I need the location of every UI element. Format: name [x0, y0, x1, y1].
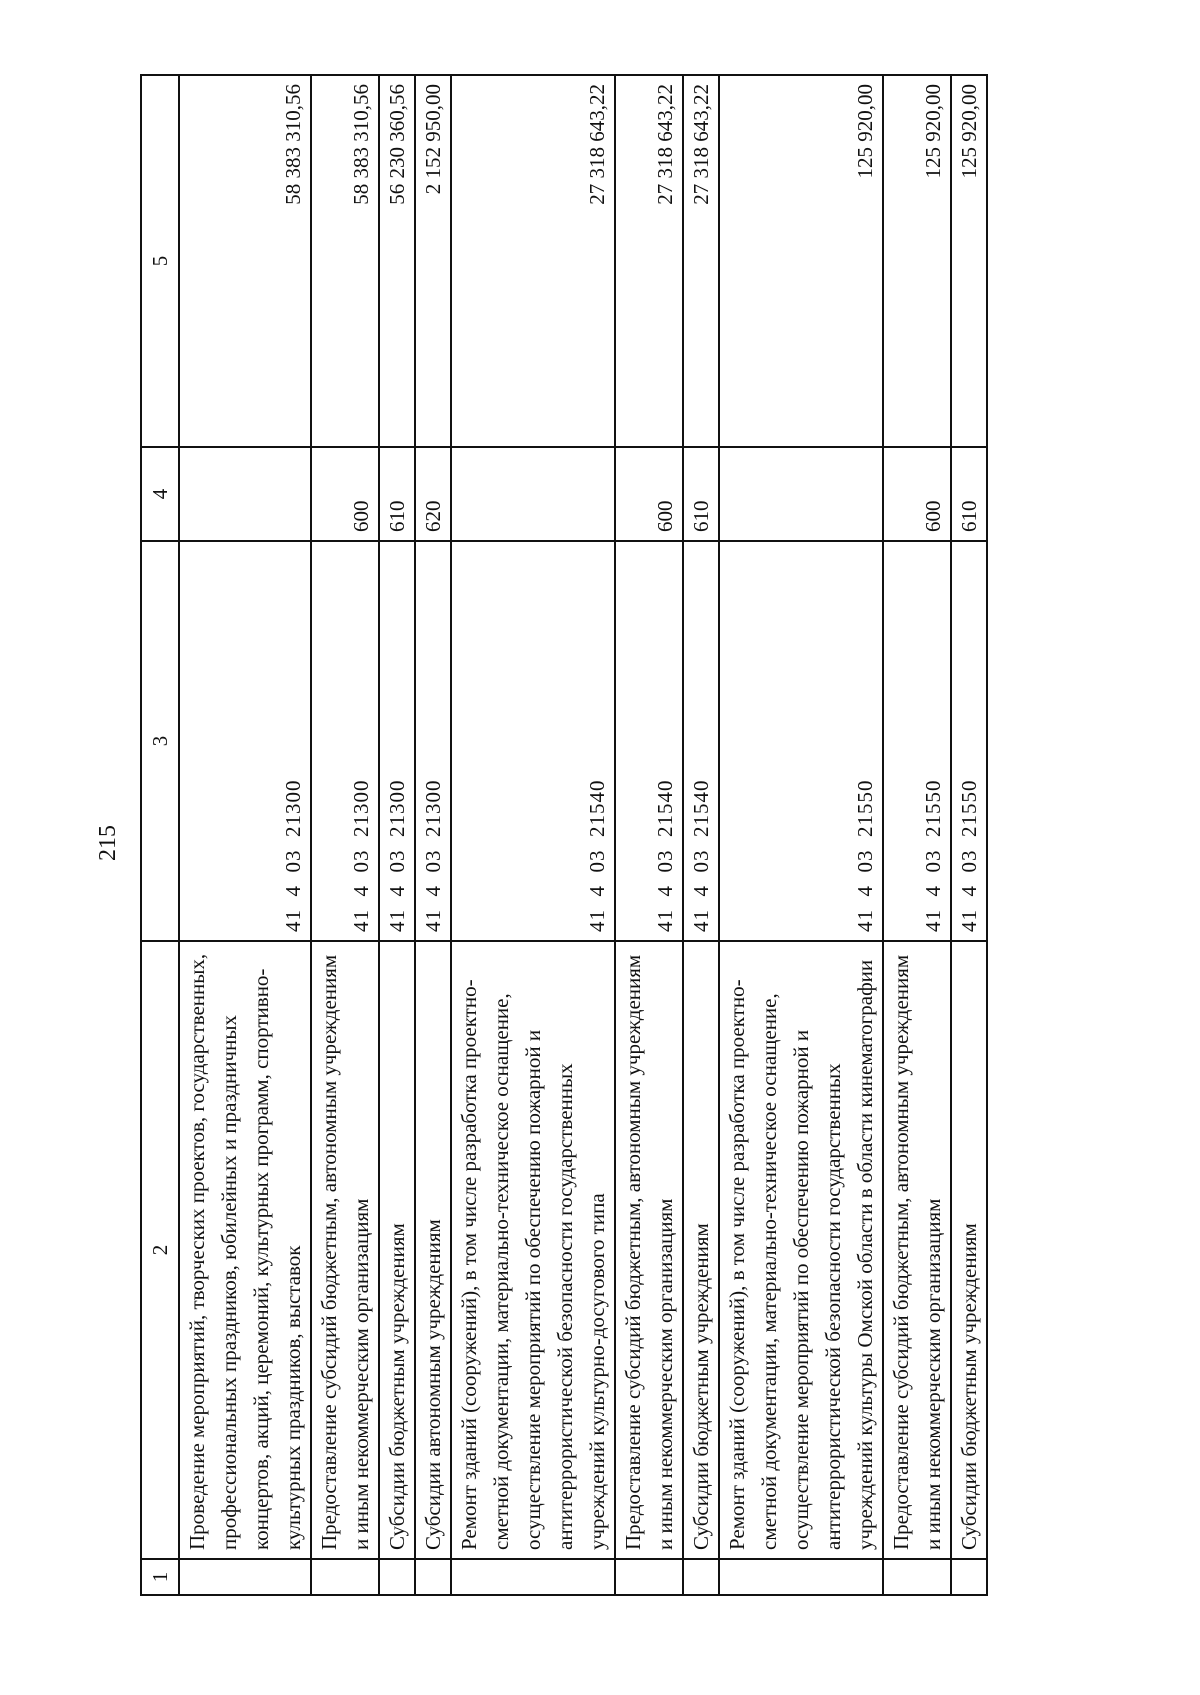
row-name: Субсидии бюджетным учреждениям [683, 941, 719, 1559]
row-number [379, 1559, 415, 1595]
row-number [683, 1559, 719, 1595]
row-code: 41 4 03 21300 [415, 541, 451, 941]
row-expense-type: 610 [379, 447, 415, 541]
table-row [415, 75, 451, 1595]
row-code: 41 4 03 21300 [179, 541, 311, 941]
row-code: 41 4 03 21550 [883, 541, 951, 941]
row-expense-type: 600 [883, 447, 951, 541]
row-expense-type: 600 [615, 447, 683, 541]
row-amount: 125 920,00 [951, 75, 987, 447]
row-name: Предоставление субсидий бюджетным, автономным учреждениям и иным некоммерческим организациям [883, 941, 951, 1559]
row-amount: 27 318 643,22 [683, 75, 719, 447]
row-code: 41 4 03 21550 [719, 541, 883, 941]
row-amount: 125 920,00 [719, 75, 883, 447]
row-code: 41 4 03 21550 [951, 541, 987, 941]
row-number [179, 1559, 311, 1595]
table-row [179, 75, 311, 1595]
header-col-1: 1 [141, 1559, 179, 1595]
row-expense-type: 600 [311, 447, 379, 541]
row-code: 41 4 03 21300 [379, 541, 415, 941]
row-amount: 56 230 360,56 [379, 75, 415, 447]
row-name: Субсидии автономным учреждениям [415, 941, 451, 1559]
table-row [719, 75, 883, 1595]
row-name: Субсидии бюджетным учреждениям [379, 941, 415, 1559]
row-name: Проведение мероприятий, творческих проектов, государственных, профессиональных праздников, юбилейных и праздничных концертов, акций, церемоний, культурных программ, спортивно-культурных праздников, выставок [179, 941, 311, 1559]
row-expense-type: 610 [951, 447, 987, 541]
header-row [141, 75, 179, 1595]
row-expense-type: 610 [683, 447, 719, 541]
row-expense-type [719, 447, 883, 541]
page-number: 215 [95, 825, 121, 861]
row-name: Ремонт зданий (сооружений), в том числе разработка проектно-сметной документации, материально-техническое оснащение, осуществление мероприятий по обеспечению пожарной и антитеррористической безопасности государственных учреждений культуры Омской области в области кинематографии [719, 941, 883, 1559]
table-inner [140, 76, 1060, 1596]
row-expense-type: 620 [415, 447, 451, 541]
row-number [719, 1559, 883, 1595]
header-col-4: 4 [141, 447, 179, 541]
table-row [615, 75, 683, 1595]
budget-table [140, 74, 988, 1596]
row-expense-type [179, 447, 311, 541]
row-code: 41 4 03 21540 [451, 541, 615, 941]
row-number [451, 1559, 615, 1595]
row-number [615, 1559, 683, 1595]
row-code: 41 4 03 21540 [683, 541, 719, 941]
row-code: 41 4 03 21540 [615, 541, 683, 941]
table-row [379, 75, 415, 1595]
row-amount: 27 318 643,22 [615, 75, 683, 447]
row-name: Субсидии бюджетным учреждениям [951, 941, 987, 1559]
row-amount: 2 152 950,00 [415, 75, 451, 447]
table-row [451, 75, 615, 1595]
row-number [883, 1559, 951, 1595]
row-name: Предоставление субсидий бюджетным, автономным учреждениям и иным некоммерческим организациям [615, 941, 683, 1559]
table-row [883, 75, 951, 1595]
header-col-3: 3 [141, 541, 179, 941]
row-code: 41 4 03 21300 [311, 541, 379, 941]
table-row [683, 75, 719, 1595]
row-amount: 58 383 310,56 [311, 75, 379, 447]
row-number [951, 1559, 987, 1595]
table-row [311, 75, 379, 1595]
row-name: Ремонт зданий (сооружений), в том числе разработка проектно-сметной документации, материально-техническое оснащение, осуществление мероприятий по обеспечению пожарной и антитеррористической безопасности государственных учреждений культурно-досугового типа [451, 941, 615, 1559]
row-name: Предоставление субсидий бюджетным, автономным учреждениям и иным некоммерческим организациям [311, 941, 379, 1559]
header-col-2: 2 [141, 941, 179, 1559]
row-amount: 58 383 310,56 [179, 75, 311, 447]
table-row [951, 75, 987, 1595]
row-amount: 27 318 643,22 [451, 75, 615, 447]
row-number [311, 1559, 379, 1595]
header-col-5: 5 [141, 75, 179, 447]
row-number [415, 1559, 451, 1595]
row-expense-type [451, 447, 615, 541]
row-amount: 125 920,00 [883, 75, 951, 447]
